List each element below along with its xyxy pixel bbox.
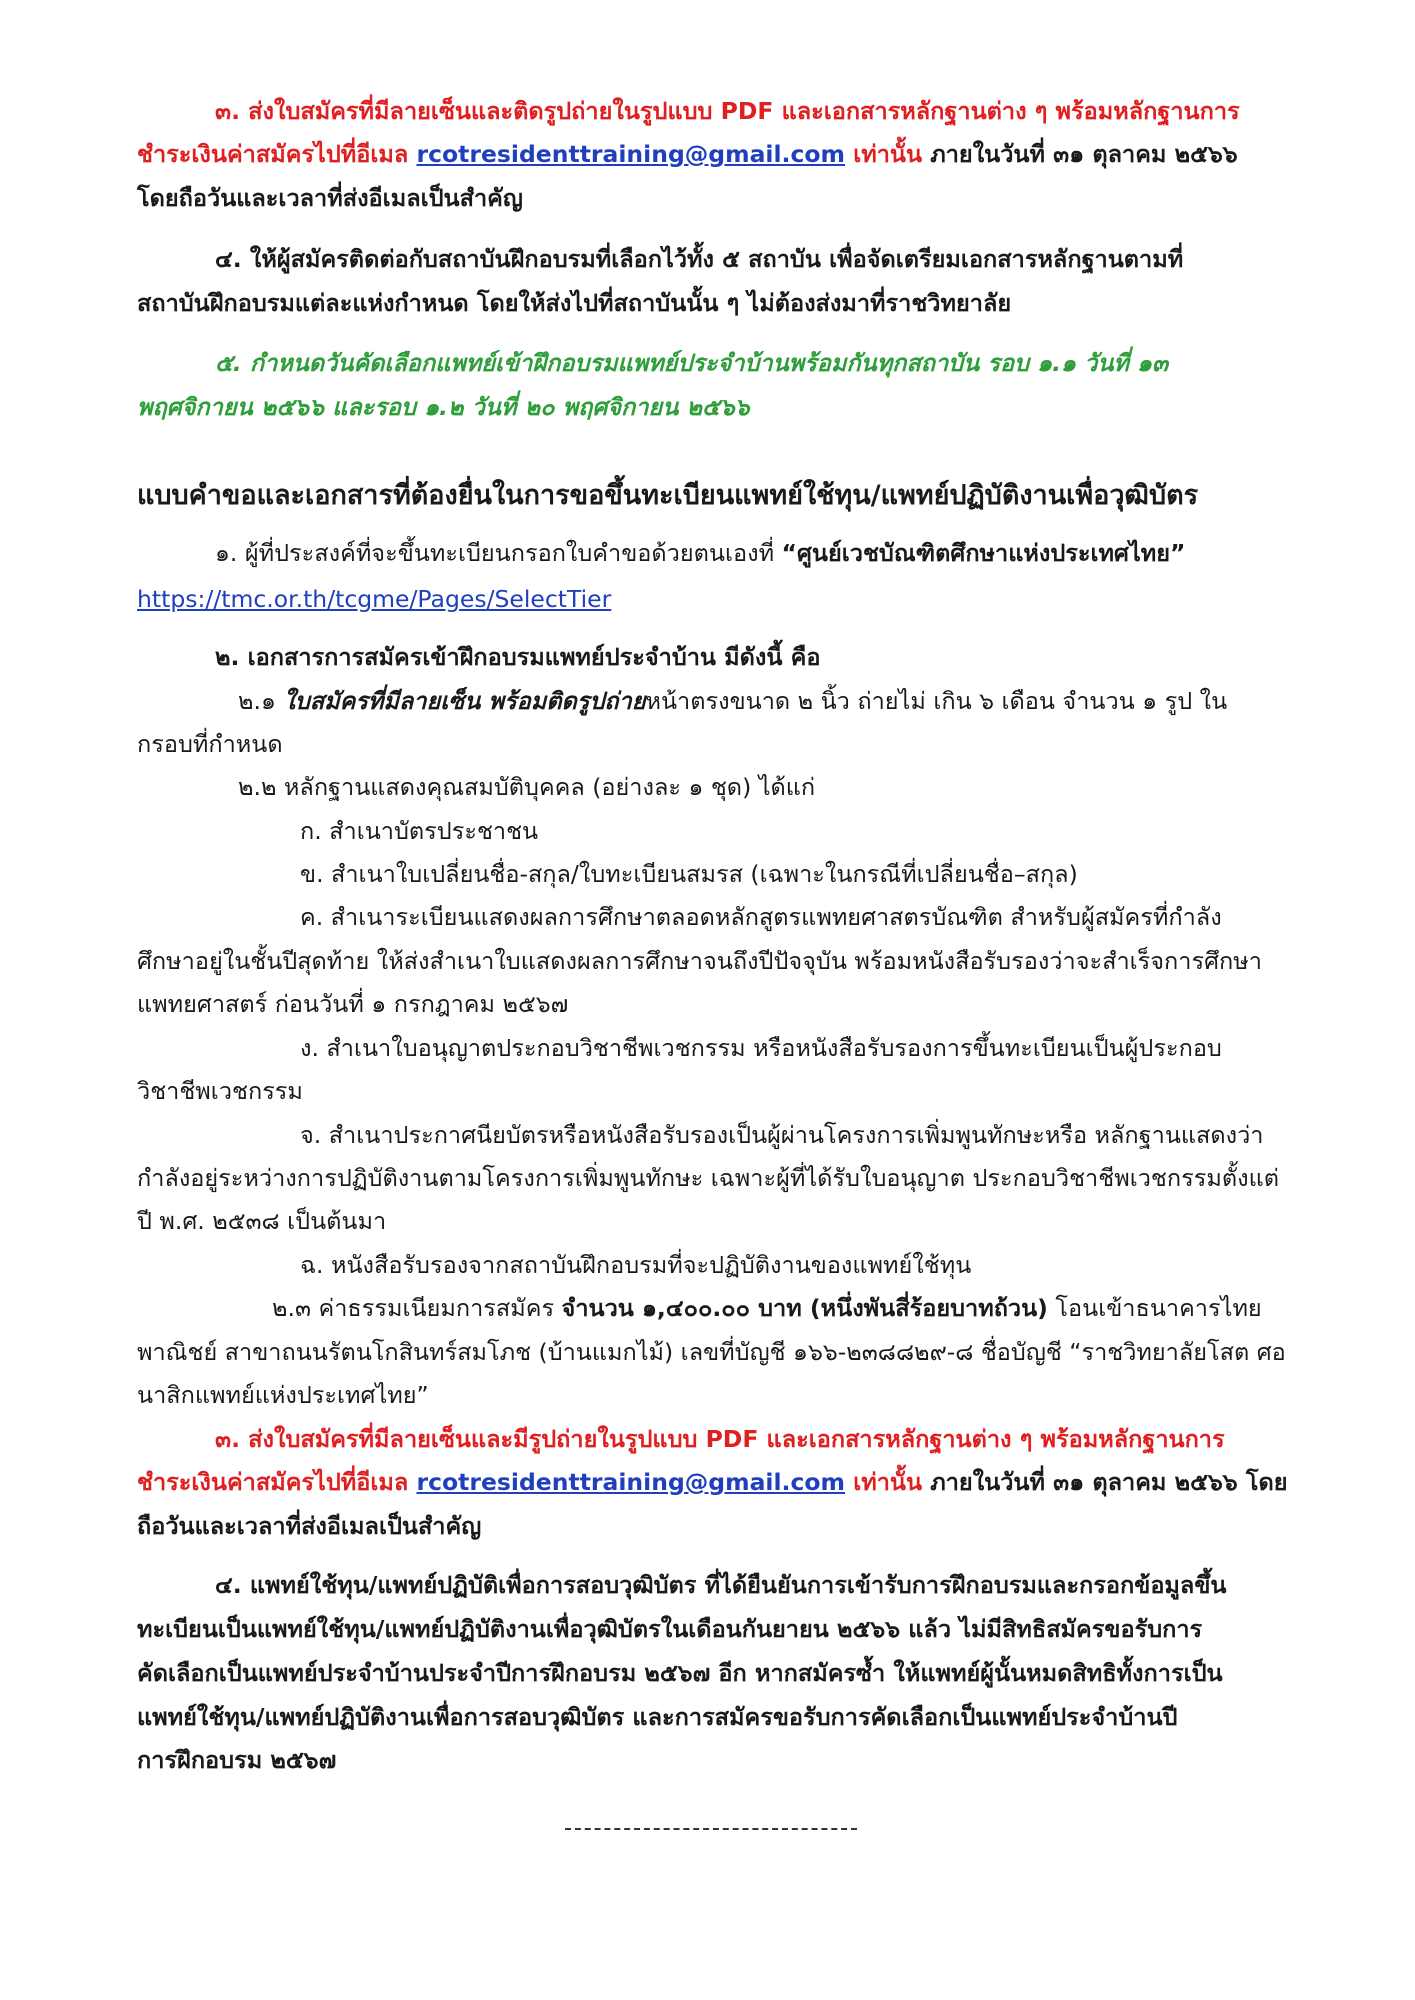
s2-item2-1-line2: กรอบที่กำหนด (137, 730, 283, 758)
s2-item3-line3: ถือวันและเวลาที่ส่งอีเมลเป็นสำคัญ (137, 1512, 482, 1540)
tmc-link[interactable]: https://tmc.or.th/tcgme/Pages/SelectTier (137, 585, 612, 613)
s2-item1-center: “ศูนย์เวชบัณฑิตศึกษาแห่งประเทศไทย” (781, 539, 1186, 567)
s2-item4-line4: แพทย์ใช้ทุน/แพทย์ปฏิบัติงานเพื่อการสอบวุฒิบัตร และการสมัครขอรับการคัดเลือกเป็นแพทย์ประจำบ้านปี (137, 1703, 1178, 1731)
s2-item1-text: ๑. ผู้ที่ประสงค์ที่จะขึ้นทะเบียนกรอกใบคำขอด้วยตนเองที่ (215, 539, 782, 567)
s2-item2-title: ๒. เอกสารการสมัครเข้าฝึกอบรมแพทย์ประจำบ้าน มีดังนี้ คือ (215, 643, 821, 671)
s2-item-ka: ก. สำเนาบัตรประชาชน (300, 817, 539, 845)
s2-heading: แบบคำขอและเอกสารที่ต้องยื่นในการขอขึ้นทะเบียนแพทย์ใช้ทุน/แพทย์ปฏิบัติงานเพื่อวุฒิบัตร (137, 480, 1199, 511)
s2-item3-prefix: ชำระเงินค่าสมัครไปที่อีเมล (137, 1468, 417, 1496)
s2-item4-line3: คัดเลือกเป็นแพทย์ประจำบ้านประจำปีการฝึกอบรม ๒๕๖๗ อีก หากสมัครซ้ำ ให้แพทย์ผู้นั้นหมดสิทธิทั้งการเป็น (137, 1659, 1223, 1687)
s1-item3-line1: ๓. ส่งใบสมัครที่มีลายเซ็นและติดรูปถ่ายในรูปแบบ PDF และเอกสารหลักฐานต่าง ๆ พร้อมหลักฐานการ (215, 97, 1240, 125)
s2-item2-3-line2: พาณิชย์ สาขาถนนรัตนโกสินทร์สมโภช (บ้านแมกไม้) เลขที่บัญชี ๑๖๖-๒๓๘๘๒๙-๘ ชื่อบัญชี “ราชวิทยาลัยโสต ศอ (137, 1338, 1286, 1366)
s2-item3-line1: ๓. ส่งใบสมัครที่มีลายเซ็นและมีรูปถ่ายในรูปแบบ PDF และเอกสารหลักฐานต่าง ๆ พร้อมหลักฐานการ (215, 1425, 1225, 1453)
s2-21-emph: ใบสมัครที่มีลายเซ็น พร้อมติดรูปถ่าย (283, 687, 646, 715)
s2-item3-deadline: ภายในวันที่ ๓๑ ตุลาคม ๒๕๖๖ โดย (922, 1468, 1288, 1496)
s2-item-cho-line3: ปี พ.ศ. ๒๕๓๘ เป็นต้นมา (137, 1207, 387, 1235)
s1-item5-line2: พฤศจิกายน ๒๕๖๖ และรอบ ๑.๒ วันที่ ๒๐ พฤศจิกายน ๒๕๖๖ (137, 393, 750, 421)
s1-item4-line1: ๔. ให้ผู้สมัครติดต่อกับสถาบันฝึกอบรมที่เลือกไว้ทั้ง ๕ สถาบัน เพื่อจัดเตรียมเอกสารหลักฐานตามที่ (215, 245, 1184, 273)
s1-item4-line2: สถาบันฝึกอบรมแต่ละแห่งกำหนด โดยให้ส่งไปที่สถาบันนั้น ๆ ไม่ต้องส่งมาที่ราชวิทยาลัย (137, 289, 1012, 317)
s2-23-amount: จำนวน ๑,๔๐๐.๐๐ บาท (หนึ่งพันสี่ร้อยบาทถ้วน) (561, 1294, 1048, 1322)
s2-email-link[interactable]: rcotresidenttraining@gmail.com (416, 1468, 846, 1496)
s2-item-chho: ฉ. หนังสือรับรองจากสถาบันฝึกอบรมที่จะปฏิบัติงานของแพทย์ใช้ทุน (300, 1251, 972, 1279)
s2-item2-2: ๒.๒ หลักฐานแสดงคุณสมบัติบุคคล (อย่างละ ๑ ชุด) ได้แก่ (238, 773, 816, 801)
s1-item5-line1: ๕. กำหนดวันคัดเลือกแพทย์เข้าฝึกอบรมแพทย์ประจำบ้านพร้อมกันทุกสถาบัน รอบ ๑.๑ วันที่ ๑๓ (215, 349, 1169, 377)
s1-email-link[interactable]: rcotresidenttraining@gmail.com (416, 140, 846, 168)
s2-item3-line2 (137, 1462, 1288, 1502)
end-divider (565, 1828, 857, 1830)
s2-item2-1-line1 (238, 681, 1227, 721)
s1-item3-deadline: ภายในวันที่ ๓๑ ตุลาคม ๒๕๖๖ (922, 140, 1238, 168)
s2-item2-3-line3: นาสิกแพทย์แห่งประเทศไทย” (137, 1381, 429, 1409)
s2-item-kho-line3: แพทยศาสตร์ ก่อนวันที่ ๑ กรกฎาคม ๒๕๖๗ (137, 990, 569, 1018)
s2-item4-line2: ทะเบียนเป็นแพทย์ใช้ทุน/แพทย์ปฏิบัติงานเพื่อวุฒิบัตรในเดือนกันยายน ๒๕๖๖ แล้ว ไม่มีสิทธิสมัครขอรับการ (137, 1615, 1203, 1643)
s2-23-bank: โอนเข้าธนาคารไทย (1047, 1294, 1262, 1322)
s2-item-kha: ข. สำเนาใบเปลี่ยนชื่อ-สกุล/ใบทะเบียนสมรส (เฉพาะในกรณีที่เปลี่ยนชื่อ–สกุล) (300, 860, 1078, 888)
s2-21-rest: หน้าตรงขนาด ๒ นิ้ว ถ่ายไม่ เกิน ๖ เดือน จำนวน ๑ รูป ใน (645, 687, 1228, 715)
s1-item3-only: เท่านั้น (845, 140, 923, 168)
s2-21-num: ๒.๑ (238, 687, 284, 715)
s2-item2-3-line1 (272, 1288, 1262, 1328)
s1-item3-line2 (137, 134, 1238, 174)
s2-23-label: ๒.๓ ค่าธรรมเนียมการสมัคร (272, 1294, 562, 1322)
s2-item-ngo-line1: ง. สำเนาใบอนุญาตประกอบวิชาชีพเวชกรรม หรือหนังสือรับรองการขึ้นทะเบียนเป็นผู้ประกอบ (300, 1034, 1222, 1062)
s2-item-kho-line1: ค. สำเนาระเบียนแสดงผลการศึกษาตลอดหลักสูตรแพทยศาสตรบัณฑิต สำหรับผู้สมัครที่กำลัง (300, 903, 1222, 931)
s2-item4-line5: การฝึกอบรม ๒๕๖๗ (137, 1746, 337, 1774)
s2-item-cho-line1: จ. สำเนาประกาศนียบัตรหรือหนังสือรับรองเป็นผู้ผ่านโครงการเพิ่มพูนทักษะหรือ หลักฐานแสดงว่า (300, 1121, 1264, 1149)
s2-item3-only: เท่านั้น (845, 1468, 923, 1496)
s2-item-ngo-line2: วิชาชีพเวชกรรม (137, 1077, 303, 1105)
s2-item1-line1 (215, 533, 1185, 573)
s1-item3-line3: โดยถือวันและเวลาที่ส่งอีเมลเป็นสำคัญ (137, 184, 523, 212)
s2-item-kho-line2: ศึกษาอยู่ในชั้นปีสุดท้าย ให้ส่งสำเนาใบแสดงผลการศึกษาจนถึงปีปัจจุบัน พร้อมหนังสือรับรองว่าจะสำเร็จการศึกษา (137, 947, 1262, 975)
s2-item4-line1: ๔. แพทย์ใช้ทุน/แพทย์ปฏิบัติเพื่อการสอบวุฒิบัตร ที่ได้ยืนยันการเข้ารับการฝึกอบรมและกรอกข้อมูลขึ้น (215, 1571, 1227, 1599)
s1-item3-prefix: ชำระเงินค่าสมัครไปที่อีเมล (137, 140, 417, 168)
s2-item-cho-line2: กำลังอยู่ระหว่างการปฏิบัติงานตามโครงการเพิ่มพูนทักษะ เฉพาะผู้ที่ได้รับใบอนุญาต ประกอบวิชาชีพเวชกรรมตั้งแต่ (137, 1164, 1279, 1192)
